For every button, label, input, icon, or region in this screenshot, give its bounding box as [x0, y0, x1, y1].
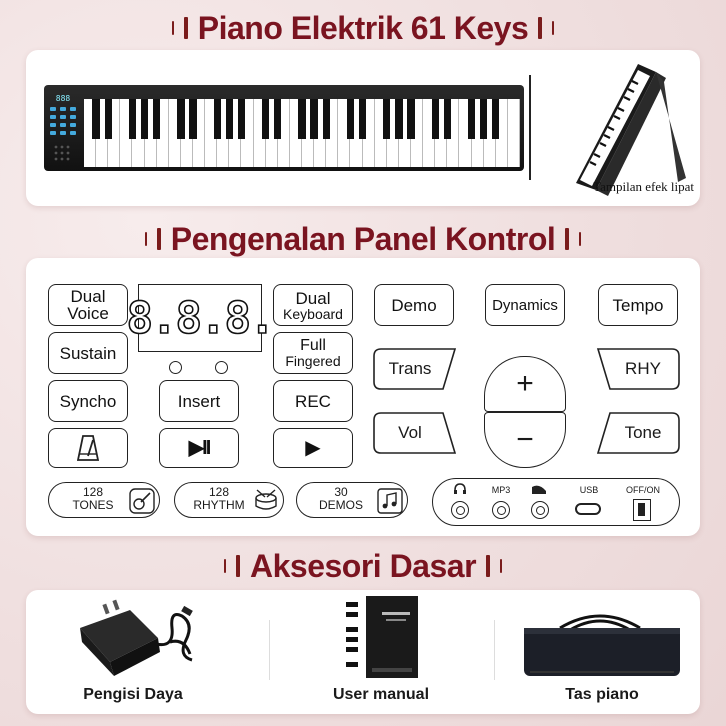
black-key — [359, 99, 366, 139]
headphone-jack — [451, 501, 469, 519]
accessory-label-bag: Tas piano — [565, 686, 639, 703]
piano-section-heading — [0, 8, 726, 48]
piano-card — [26, 50, 700, 206]
dual-voice-button[interactable]: Dual Voice — [48, 284, 128, 326]
divider — [269, 620, 270, 680]
black-key — [383, 99, 390, 139]
black-key — [492, 99, 499, 139]
rhythm-pill-text: 128 RHYTHM — [193, 485, 245, 512]
tone-button[interactable] — [596, 412, 680, 454]
trans-label: Trans — [388, 359, 432, 378]
black-key — [129, 99, 136, 139]
tone-label: Tone — [624, 423, 662, 442]
panel-section-heading — [0, 219, 726, 259]
black-key — [347, 99, 354, 139]
play-button[interactable]: ▶ — [273, 428, 353, 468]
demos-pill-text: 30 DEMOS — [318, 485, 363, 512]
heading-ornament — [224, 559, 226, 573]
heading-ornament — [172, 21, 174, 35]
music-note-icon — [377, 488, 403, 514]
tones-pill-text: 128 TONES — [72, 485, 114, 512]
heading-ornament — [236, 555, 240, 577]
black-key — [189, 99, 196, 139]
black-key — [444, 99, 451, 139]
black-key — [298, 99, 305, 139]
play-pause-button[interactable]: ▶II — [159, 428, 239, 468]
white-key — [508, 99, 520, 167]
tones-pill — [48, 482, 160, 518]
black-key — [214, 99, 221, 139]
heading-ornament — [565, 228, 569, 250]
black-key — [141, 99, 148, 139]
black-key — [238, 99, 245, 139]
piano-section-title: Piano Elektrik 61 Keys — [197, 9, 529, 46]
insert-button[interactable]: Insert — [159, 380, 239, 422]
ports-panel — [432, 478, 680, 526]
power-switch[interactable] — [633, 499, 651, 521]
black-key — [468, 99, 475, 139]
drum-icon — [253, 488, 279, 514]
syncho-button[interactable]: Syncho — [48, 380, 128, 422]
black-key — [262, 99, 269, 139]
dual-keyboard-button[interactable]: Dual Keyboard — [273, 284, 353, 326]
black-key — [92, 99, 99, 139]
heading-ornament — [486, 555, 490, 577]
piano-control-panel-image — [46, 89, 80, 167]
headphone-icon — [453, 483, 467, 495]
black-key — [105, 99, 112, 139]
tempo-button[interactable]: Tempo — [598, 284, 678, 326]
rhy-button[interactable] — [596, 348, 680, 390]
heading-ornament — [145, 232, 147, 246]
black-key — [177, 99, 184, 139]
mp3-jack — [492, 501, 510, 519]
metronome-button[interactable] — [48, 428, 128, 468]
rhythm-pill — [174, 482, 284, 518]
indicator-led — [169, 361, 182, 374]
black-key — [153, 99, 160, 139]
power-label: OFF/ON — [626, 485, 660, 495]
decrease-button[interactable]: − — [484, 412, 566, 468]
control-panel-card — [26, 258, 700, 536]
usb-label: USB — [579, 485, 599, 495]
pedal-jack — [531, 501, 549, 519]
vol-label: Vol — [398, 423, 422, 442]
increase-button[interactable]: + — [484, 356, 566, 412]
fold-caption: Tampilan efek lipat — [593, 179, 694, 194]
heading-ornament — [157, 228, 161, 250]
rec-button[interactable]: REC — [273, 380, 353, 422]
black-key — [395, 99, 402, 139]
demos-pill — [296, 482, 408, 518]
metronome-icon — [77, 434, 99, 462]
divider — [529, 75, 531, 180]
manual-icon — [344, 594, 420, 680]
led-display-value: 8.8.8. — [126, 292, 274, 344]
accessories-section-title: Aksesori Dasar — [249, 547, 477, 584]
black-key — [323, 99, 330, 139]
indicator-led — [215, 361, 228, 374]
trans-button[interactable] — [373, 348, 457, 390]
folded-piano-image — [556, 58, 686, 198]
accessories-card — [26, 590, 700, 714]
charger-icon — [74, 598, 200, 682]
black-key — [432, 99, 439, 139]
accessory-label-manual: User manual — [332, 686, 430, 703]
divider — [494, 620, 495, 680]
accessory-label-charger: Pengisi Daya — [83, 686, 183, 703]
piano-keys — [84, 99, 520, 167]
power-switch-knob — [638, 503, 645, 516]
heading-ornament — [184, 17, 188, 39]
heading-ornament — [500, 559, 502, 573]
black-key — [310, 99, 317, 139]
guitar-icon — [129, 488, 155, 514]
usb-port — [575, 503, 601, 515]
led-display — [126, 284, 274, 352]
black-key — [274, 99, 281, 139]
demo-button[interactable]: Demo — [374, 284, 454, 326]
heading-ornament — [538, 17, 542, 39]
mp3-label: MP3 — [491, 485, 511, 495]
rhy-label: RHY — [625, 359, 661, 378]
accessories-section-heading — [0, 546, 726, 586]
panel-section-title: Pengenalan Panel Kontrol — [170, 220, 556, 257]
black-key — [226, 99, 233, 139]
bag-icon — [520, 610, 684, 680]
pedal-icon — [531, 483, 547, 495]
piano-keyboard-image — [44, 85, 524, 171]
black-key — [480, 99, 487, 139]
dynamics-button[interactable]: Dynamics — [485, 284, 565, 326]
svg-text:888: 888 — [55, 94, 71, 103]
black-key — [407, 99, 414, 139]
full-fingered-button[interactable]: Full Fingered — [273, 332, 353, 374]
sustain-button[interactable]: Sustain — [48, 332, 128, 374]
vol-button[interactable] — [373, 412, 457, 454]
heading-ornament — [552, 21, 554, 35]
heading-ornament — [579, 232, 581, 246]
